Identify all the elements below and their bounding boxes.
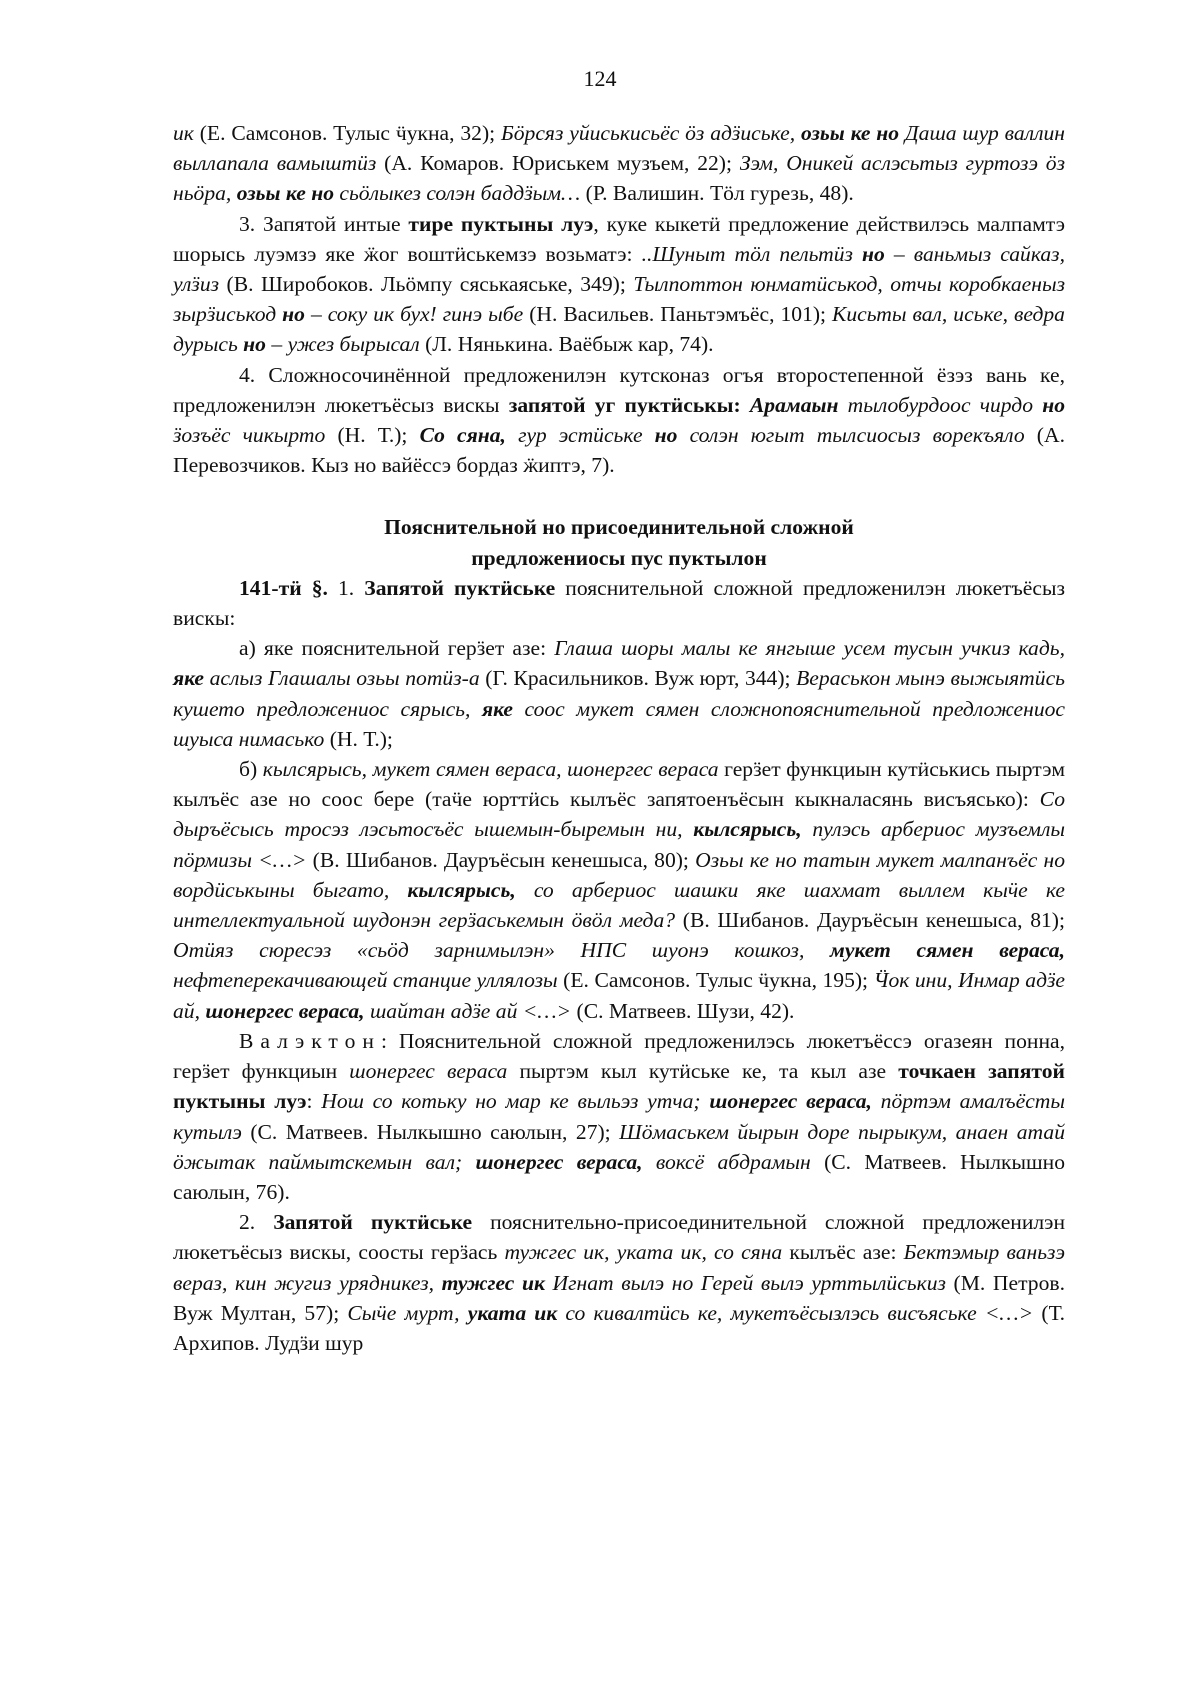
text-run: : Пояснительной сложной предложенилэсь люкетъёссэ огазеян понна, герӟет функциын <box>173 1028 1065 1084</box>
example-text: Ӵок ини, Инмар адӟе ай, <box>173 968 1065 1023</box>
emphasis-text: яке <box>481 696 513 721</box>
text-run: 3. Запятой интые <box>239 211 409 236</box>
example-text: Тылпоттон юнматӥськод, отчы коробкаеныз зырӟиськод <box>173 272 1065 327</box>
example-text: пӧртэм амалъёсты кутылэ <box>173 1089 1065 1144</box>
emphasis-text: озьы ке но <box>800 121 900 145</box>
text-run: (Е. Самсонов. Тулыс ӵукна, 195); <box>557 968 874 993</box>
emphasis-text: Запятой пуктӥське <box>364 575 556 600</box>
text-run: (В. Широбоков. Льӧмпу сяськаяське, 349); <box>219 272 634 297</box>
paragraph <box>173 118 1065 209</box>
example-text: Игнат вылэ но Герей вылэ урттылӥськиз <box>544 1270 946 1295</box>
example-text: сьӧлыкез солэн баддӟым… <box>334 181 581 206</box>
example-text: Со дыръёсысь тросэз лэсьтосъёс ышемын-быремын ни, <box>173 787 1065 842</box>
example-text: Шӧмаськем йырын доре пырыкум, анаен атай ӧжытак паймытскемын вал; <box>173 1119 1065 1174</box>
text-run: (Е. Самсонов. Тулыс ӵукна, 32); <box>193 121 502 145</box>
text-run: : <box>306 1089 322 1114</box>
example-text: тылобурдоос чирдо <box>838 392 1043 417</box>
emphasis-text: Со сяна, <box>419 423 506 448</box>
text-run: (Н. Васильев. Паньтэмъёс, 101); <box>523 302 833 327</box>
emphasis-text: точкаен запятой пуктыны луэ <box>173 1059 1065 1114</box>
emphasis-text: 141-тӥ §. <box>239 575 328 600</box>
example-text: со кивалтӥсь ке, мукетъёсызлэсь висъяське <…> <box>557 1300 1034 1325</box>
emphasis-text: шонергес вераса, <box>205 998 365 1023</box>
example-text: Бӧрсяз уйиськисьёс ӧз адӟиське, <box>501 121 801 145</box>
text-run: (В. Шибанов. Дауръёсын кенешыса, 81); <box>675 908 1066 933</box>
emphasis-text: но <box>654 423 678 448</box>
text-run: (Н. Т.); <box>325 423 420 448</box>
paragraph <box>173 360 1065 481</box>
text-run <box>741 393 750 417</box>
example-text: соос мукет сямен сложнопояснительной предложениос шуыса нимасько <box>173 696 1066 751</box>
text-run: б) <box>239 757 263 782</box>
text-run: (С. Матвеев. Шузи, 42). <box>571 998 795 1023</box>
example-text: Озьы ке но татын мукет малпанъёс но вордӥськыны быгато, <box>173 847 1065 902</box>
example-text: – ужез бырысал <box>265 332 420 357</box>
text-run: (Р. Валишин. Тӧл гурезь, 48). <box>580 181 854 206</box>
emphasis-text: тужгес ик <box>441 1270 545 1295</box>
page-body <box>173 118 1065 1358</box>
emphasis-text: тире пуктыны луэ <box>408 211 594 236</box>
emphasis-text: кылсярысь, <box>407 877 516 902</box>
emphasis-text: озьы ке но <box>236 181 334 206</box>
emphasis-text: шонергес вераса, <box>709 1089 872 1114</box>
text-run: 4. Сложносочинённой предложенилэн кутсконаз огъя второстепенной ёзэз вань ке, предложенилэн люкетъёсыз вискы <box>173 362 1065 417</box>
emphasis-text: Запятой пуктӥське <box>273 1210 473 1235</box>
text-run: а) яке пояснительной герӟет азе: <box>239 636 555 661</box>
example-text: солэн югыт тылсиосыз ворекъяло <box>677 423 1025 448</box>
emphasis-text: запятой уг пуктӥськы: <box>508 392 741 417</box>
example-text: Бектэмыр ваньзэ вераз, кин жугиз урядникез, <box>173 1240 1065 1295</box>
emphasis-text: шонергес вераса, <box>475 1149 643 1174</box>
example-text: Зэм, Оникей аслэсьтыз гуртозэ ӧз ньӧра, <box>173 151 1066 206</box>
text-run: (Л. Нянькина. Ваёбыж кар, 74). <box>419 332 714 357</box>
example-text: воксё абдрамын <box>642 1149 811 1174</box>
example-text: Отӥяз сюресэз «сьӧд зарнимылэн» НПС шуонэ кошкоз, <box>173 938 831 963</box>
text-run: (Г. Красильников. Вуж юрт, 344); <box>479 666 797 691</box>
example-text: шонергес вераса <box>349 1059 508 1084</box>
text-run: , куке кыкетӥ предложение действилэсь малпамтэ шорысь луэмзэ яке ӝог воштӥськемзэ возьматэ: <box>173 211 1065 266</box>
text-run: (А. Комаров. Юриськем музъем, 22); <box>376 151 740 176</box>
example-text: Даша шур валлин выллапала вамыштӥз <box>173 121 1065 176</box>
example-text: шайтан адӟе ай <…> <box>364 998 572 1023</box>
text-run: (В. Шибанов. Дауръёсын кенешыса, 80); <box>306 847 696 872</box>
example-text: аслыз Глашалы озьы потӥз-а <box>204 666 480 691</box>
emphasis-text: мукет сямен вераса, <box>830 938 1065 963</box>
text-run: (С. Матвеев. Нылкышно саюлын, 27); <box>241 1119 620 1144</box>
text-run: герӟет функциын кутӥськись пыртэм кылъёс азе но соос бере (таӵе юрттӥсь кылъёс запятоенъёсын кыкналасянь висъясько): <box>173 757 1065 812</box>
example-text: Нош со котьку но мар ке выльэз утча; <box>321 1089 710 1114</box>
page-number: 124 <box>583 66 617 91</box>
heading-line: Пояснительной но присоединительной сложной <box>384 515 854 540</box>
emphasis-text: но <box>862 241 885 266</box>
paragraph <box>173 209 1065 360</box>
text-run: 1. <box>327 575 365 600</box>
text-run: пояснительной сложной предложенилэн люкетъёсыз вискы: <box>173 575 1065 631</box>
example-text: нефтеперекачивающей станцие уллялозы <box>173 968 558 993</box>
text-run: 2. <box>239 1210 274 1235</box>
example-text: ..Шуныт тӧл пельтӥз <box>641 241 863 266</box>
example-text: ик <box>173 121 194 145</box>
paragraph <box>173 633 1065 754</box>
paragraph <box>173 754 1065 1026</box>
example-text: Вераськон мынэ выжыятӥсь кушето предложениос сярысь, <box>173 666 1065 721</box>
text-run: пояснительно-присоединительной сложной предложенилэн люкетъёсыз вискы, соосты герӟась <box>173 1210 1065 1265</box>
emphasis-text: но <box>1042 392 1065 417</box>
example-text: ӟозъёс чикырто <box>173 423 326 448</box>
example-text: тужгес ик, уката ик, со сяна <box>504 1240 783 1265</box>
text-run: (С. Матвеев. Нылкышно саюлын, 76). <box>173 1149 1065 1204</box>
example-text: Кисьты вал, иське, ведра дурысь <box>173 302 1065 357</box>
emphasis-text: но <box>282 302 305 327</box>
text-run: (А. Перевозчиков. Кыз но вайёссэ бордаз ӝиптэ, 7). <box>173 423 1065 478</box>
example-text: пулэсь арбериос музъемлы пӧрмизы <…> <box>173 817 1065 872</box>
emphasis-text: Арамаын <box>749 392 839 417</box>
example-text: со арбериос шашки яке шахмат выллем кыӵе ке интеллектуальной шудонэн герӟаськемын ӧвӧл меда? <box>173 877 1065 933</box>
text-run: (М. Петров. Вуж Мултан, 57); <box>173 1270 1065 1325</box>
heading-line: предложениосы пус пуктылон <box>471 545 767 570</box>
example-text: Глаша шоры малы ке янгыше усем тусын учкиз кадь, <box>554 636 1065 661</box>
text-run: кылъёс азе: <box>782 1240 904 1265</box>
paragraph <box>173 573 1065 633</box>
emphasis-text: кылсярысь, <box>693 817 802 842</box>
emphasis-text: но <box>243 332 266 357</box>
text-run: (Н. Т.); <box>324 726 393 751</box>
example-text: – ваньмыз сайказ, улӟиз <box>173 241 1065 297</box>
example-text: кылсярысь, мукет сямен верасa, шонергес вераса <box>262 757 719 782</box>
paragraph <box>173 1026 1065 1207</box>
emphasis-text: уката ик <box>467 1300 558 1325</box>
text-run: пыртэм кыл кутӥське ке, та кыл азе <box>507 1059 899 1084</box>
example-text: гур эстӥське <box>505 423 655 448</box>
example-text: Сыӵе мурт, <box>347 1300 468 1325</box>
text-run: (Т. Архипов. Лудӟи шур <box>173 1300 1065 1355</box>
section-heading <box>173 512 1065 572</box>
emphasis-text: яке <box>173 666 205 691</box>
example-text: – соку ик бух! гинэ ыбе <box>304 302 524 327</box>
spaced-label: Валэктон <box>239 1028 381 1053</box>
paragraph <box>173 1207 1065 1358</box>
